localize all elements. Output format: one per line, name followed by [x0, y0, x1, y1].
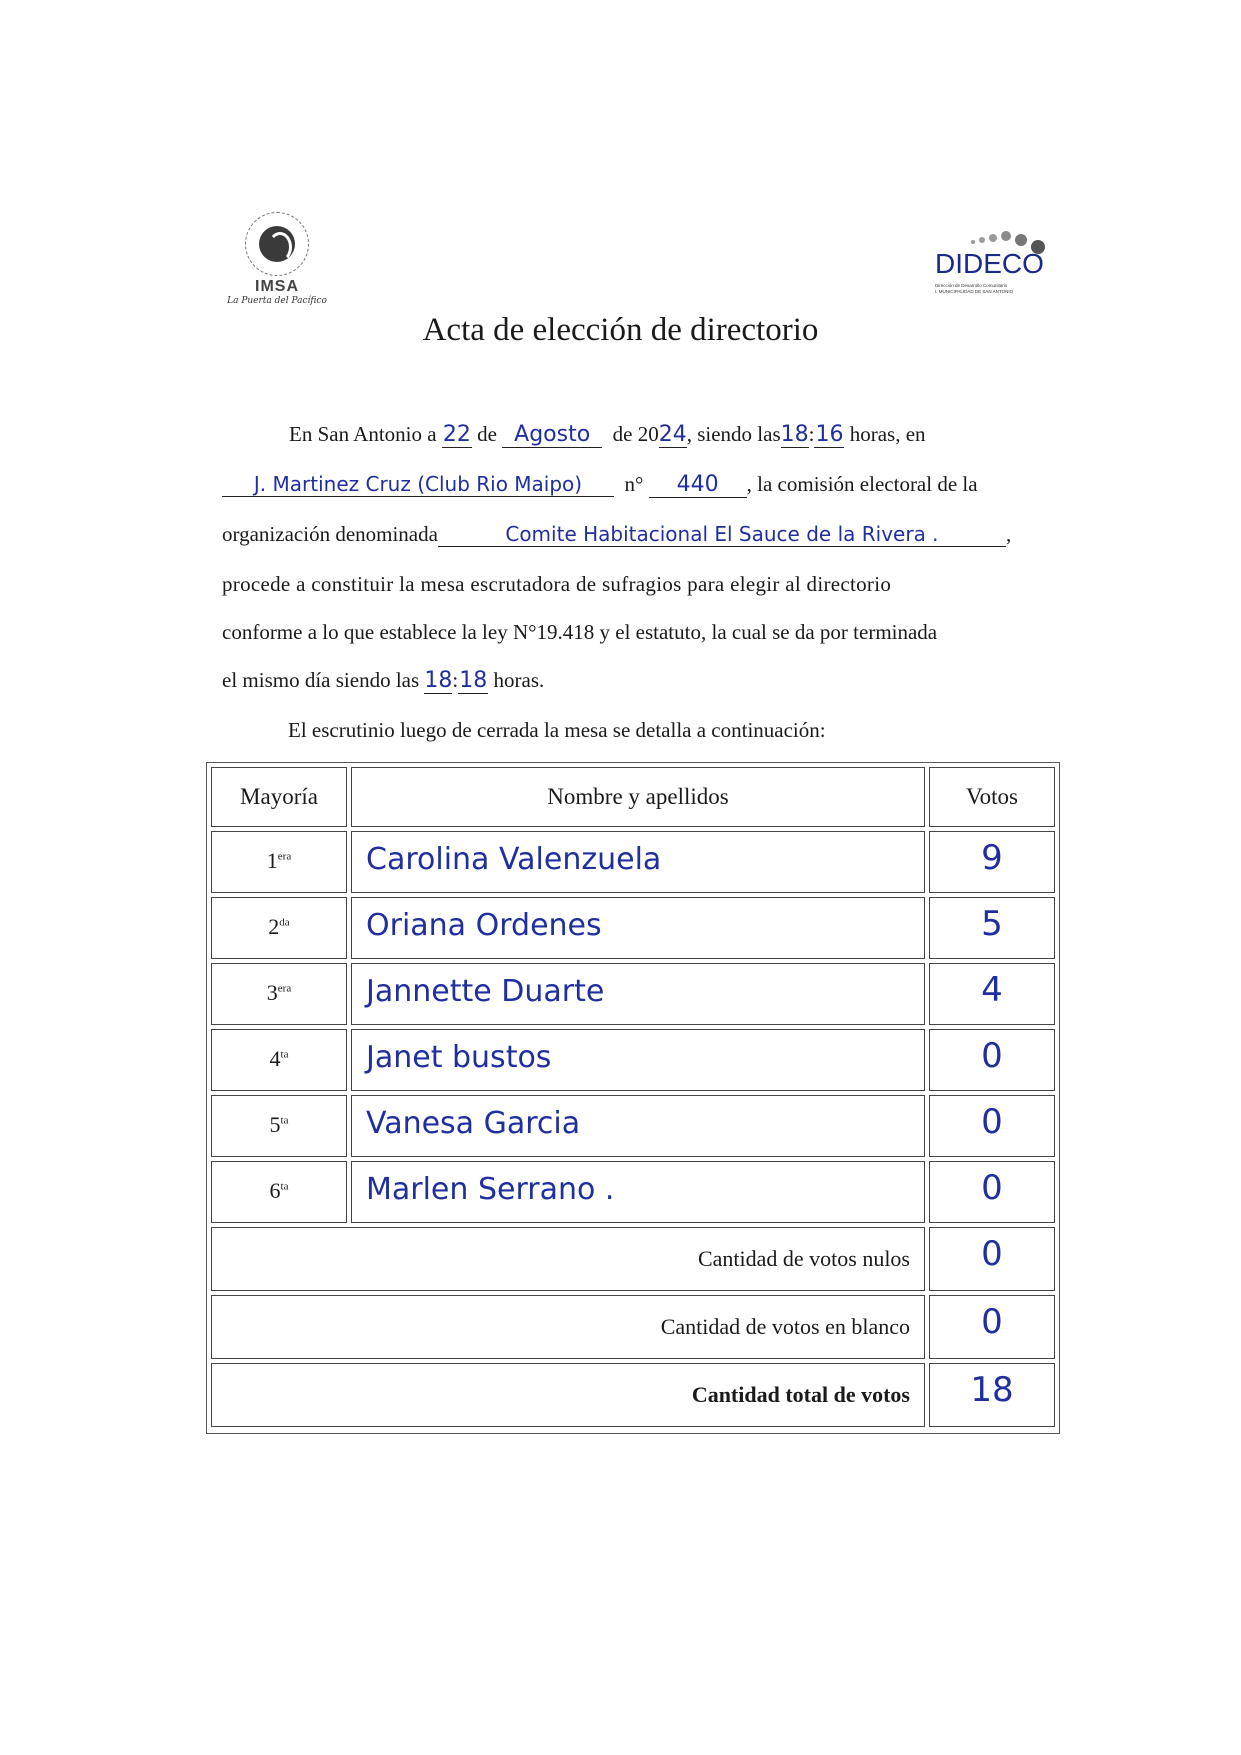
- candidate-votes-2: 5: [929, 897, 1055, 959]
- body-line-4: procede a constituir la mesa escrutadora de sufragios para elegir al directorio: [222, 572, 892, 596]
- total-votes-label-cell: [211, 1363, 925, 1427]
- organization-field: Comite Habitacional El Sauce de la Rivera .: [438, 522, 1006, 547]
- municipal-seal-icon: [245, 212, 309, 276]
- total-votes-value: 18: [929, 1363, 1055, 1427]
- page-title: Acta de elección de directorio: [422, 312, 819, 348]
- null-votes-label: Cantidad de votos nulos: [697, 1246, 910, 1271]
- blank-votes-label: Cantidad de votos en blanco: [660, 1314, 910, 1339]
- imsa-name: IMSA: [255, 278, 299, 295]
- imsa-logo: [222, 212, 332, 306]
- body-line-3: organización denominada Comite Habitacional El Sauce de la Rivera . ,: [222, 522, 1012, 546]
- candidate-name-4: Janet bustos: [351, 1029, 925, 1091]
- day-field: 22: [442, 422, 471, 447]
- start-minute-field: 16: [815, 422, 844, 447]
- rank-6: $6^{ta}$: [211, 1161, 347, 1223]
- blank-votes-value: 0: [929, 1295, 1055, 1359]
- candidate-votes-5: 0: [929, 1095, 1055, 1157]
- imsa-tagline: La Puerta del Pacífico: [227, 296, 327, 306]
- rank-5: $5^{ta}$: [211, 1095, 347, 1157]
- total-votes-label: Cantidad total de votos: [691, 1382, 910, 1407]
- candidate-votes-3: 4: [929, 963, 1055, 1025]
- rank-2: $2^{da}$: [211, 897, 347, 959]
- year-field: 24: [658, 422, 687, 447]
- end-hour-field: 18: [424, 668, 453, 693]
- body-line-2: J. Martinez Cruz (Club Rio Maipo) n° 440 , la comisión electoral de la: [222, 472, 978, 498]
- body-line-1: En San Antonio a 22 de Agosto de 2024, siendo las18:16 horas, en: [289, 422, 926, 447]
- header-votes: Votos: [929, 767, 1055, 827]
- header-rank: Mayoría: [211, 767, 347, 827]
- end-minute-field: 18: [459, 668, 488, 693]
- header-name: Nombre y apellidos: [351, 767, 925, 827]
- candidate-votes-4: 0: [929, 1029, 1055, 1091]
- body-line-5: conforme a lo que establece la ley N°19.418 y el estatuto, la cual se da por terminada: [222, 620, 938, 644]
- rank-4: $4^{ta}$: [211, 1029, 347, 1091]
- place-field: J. Martinez Cruz (Club Rio Maipo): [222, 472, 614, 497]
- body-line-6: el mismo día siendo las 18:18 horas.: [222, 668, 545, 693]
- rank-3: $3^{era}$: [211, 963, 347, 1025]
- candidate-votes-6: 0: [929, 1161, 1055, 1223]
- null-votes-value: 0: [929, 1227, 1055, 1291]
- candidate-name-6: Marlen Serrano .: [351, 1161, 925, 1223]
- candidate-votes-1: 9: [929, 831, 1055, 893]
- null-votes-label-cell: [211, 1227, 925, 1291]
- candidate-name-1: Carolina Valenzuela: [351, 831, 925, 893]
- dideco-subtitle: Dirección de Desarrollo Comunitario I. MUNICIPALIDAD DE SAN ANTONIO: [935, 283, 1014, 294]
- rank-1: $1^{era}$: [211, 831, 347, 893]
- dots-icon: [967, 228, 1047, 248]
- dideco-wordmark: DIDECO: [935, 248, 1044, 279]
- candidate-name-2: Oriana Ordenes: [351, 897, 925, 959]
- candidate-name-3: Jannette Duarte: [351, 963, 925, 1025]
- number-field: 440: [649, 473, 747, 498]
- month-field: Agosto: [502, 423, 602, 448]
- blank-votes-label-cell: [211, 1295, 925, 1359]
- candidate-name-5: Vanesa Garcia: [351, 1095, 925, 1157]
- start-hour-field: 18: [780, 422, 809, 447]
- body-line-7: El escrutinio luego de cerrada la mesa se detalla a continuación:: [288, 718, 826, 742]
- results-table: [206, 762, 1060, 1434]
